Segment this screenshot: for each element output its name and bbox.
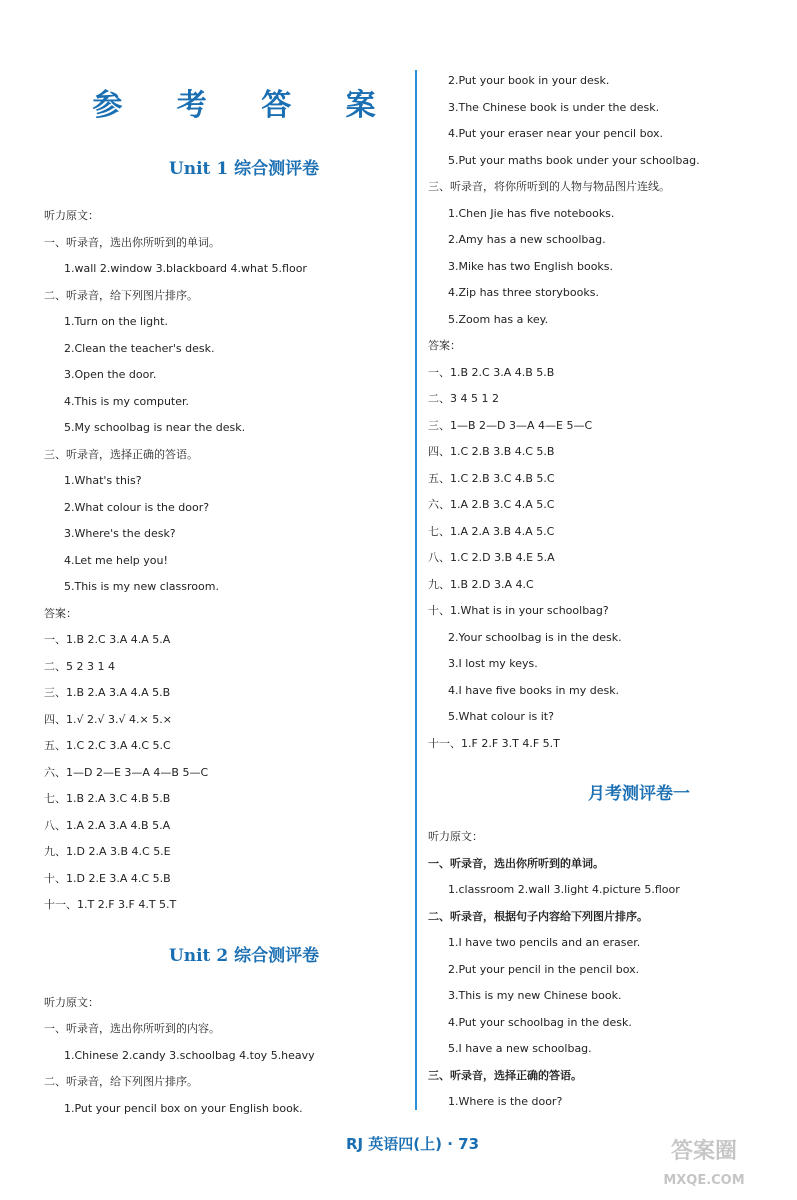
answer-line: 二、3 4 5 1 2 <box>428 392 499 405</box>
unit2-continued <box>428 68 768 757</box>
text-line: 1.Chen Jie has five notebooks. <box>448 206 615 220</box>
text-line: 4.Let me help you! <box>64 553 168 567</box>
answer-line: 二、5 2 3 1 4 <box>44 659 115 673</box>
text-line: 三、听录音，将你所听到的人物与物品图片连线。 <box>428 180 670 193</box>
text-line: 2.Put your pencil in the pencil box. <box>448 962 640 976</box>
text-line: 三、听录音，选择正确的答语。 <box>428 1068 582 1082</box>
unit1-title: Unit 1 综合测评卷 <box>168 159 320 179</box>
text-line: 4.Zip has three storybooks. <box>448 286 599 299</box>
text-line: 4.Put your eraser near your pencil box. <box>448 127 663 140</box>
text-line: 2.Clean the teacher's desk. <box>64 341 215 355</box>
watermark-logo <box>629 1128 779 1192</box>
text-line: 5.Zoom has a key. <box>448 312 549 326</box>
text-line: 一、听录音，选出你所听到的内容。 <box>44 1022 220 1035</box>
footer-text: RJ 英语四(上) · 73 <box>345 1135 480 1153</box>
answer-line: 八、1.A 2.A 3.A 4.B 5.A <box>44 818 171 832</box>
answer-line: 一、1.B 2.C 3.A 4.B 5.B <box>428 365 555 379</box>
page-title: 参 考 答 案 <box>92 88 398 123</box>
answer-line: 三、1.B 2.A 3.A 4.A 5.B <box>44 686 171 699</box>
text-line: 2.Amy has a new schoolbag. <box>448 233 606 246</box>
column-divider <box>415 70 417 1110</box>
answer-line: 十一、1.F 2.F 3.T 4.F 5.T <box>428 736 560 750</box>
watermark-url: MXQE.COM <box>663 1173 745 1188</box>
text-line: 2.Put your book in your desk. <box>448 74 610 87</box>
text-line: 1.wall 2.window 3.blackboard 4.what 5.floor <box>64 262 307 275</box>
text-line: 5.Put your maths book under your schoolbag. <box>448 153 700 167</box>
text-line: 2.What colour is the door? <box>64 500 210 514</box>
answer-line: 五、1.C 2.B 3.C 4.B 5.C <box>428 471 555 485</box>
monthly-test-title: 月考测评卷一 <box>588 784 690 804</box>
text-line: 一、听录音，选出你所听到的单词。 <box>44 235 220 249</box>
text-line: 3.Mike has two English books. <box>448 259 614 273</box>
text-line: 二、听录音，给下列图片排序。 <box>44 288 198 302</box>
answer-line: 5.What colour is it? <box>448 710 554 723</box>
text-line: 1.Turn on the light. <box>64 315 168 328</box>
text-line: 3.The Chinese book is under the desk. <box>448 100 660 114</box>
answer-line: 九、1.B 2.D 3.A 4.C <box>428 577 534 591</box>
text-line: 3.Open the door. <box>64 368 157 381</box>
answer-line: 一、1.B 2.C 3.A 4.A 5.A <box>44 633 171 646</box>
text-line: 4.Put your schoolbag in the desk. <box>448 1015 632 1029</box>
answer-line: 六、1—D 2—E 3—A 4—B 5—C <box>44 765 209 779</box>
answer-line: 六、1.A 2.B 3.C 4.A 5.C <box>428 498 555 511</box>
answer-line: 八、1.C 2.D 3.B 4.E 5.A <box>428 551 555 564</box>
answer-line: 十、1.What is in your schoolbag? <box>428 604 609 617</box>
text-line: 5.I have a new schoolbag. <box>448 1042 592 1055</box>
answer-line: 3.I lost my keys. <box>448 657 538 670</box>
unit1-content <box>44 203 404 919</box>
text-line: 1.What's this? <box>64 474 142 487</box>
answer-line: 四、1.√ 2.√ 3.√ 4.× 5.× <box>44 712 172 726</box>
answer-line: 十、1.D 2.E 3.A 4.C 5.B <box>44 871 171 885</box>
text-line: 听力原文： <box>428 830 483 843</box>
text-line: 1.Chinese 2.candy 3.schoolbag 4.toy 5.heavy <box>64 1048 315 1062</box>
text-line: 1.classroom 2.wall 3.light 4.picture 5.floor <box>448 883 680 896</box>
text-line: 听力原文： <box>44 995 99 1009</box>
answer-line: 七、1.B 2.A 3.C 4.B 5.B <box>44 792 171 805</box>
answer-line: 三、1—B 2—D 3—A 4—E 5—C <box>428 418 593 432</box>
unit2-title: Unit 2 综合测评卷 <box>168 945 320 966</box>
watermark-text: 答案圈 <box>670 1139 738 1164</box>
text-line: 二、听录音，给下列图片排序。 <box>44 1075 198 1088</box>
text-line: 一、听录音，选出你所听到的单词。 <box>428 856 604 870</box>
text-line: 二、听录音，根据句子内容给下列图片排序。 <box>428 909 648 923</box>
text-line: 3.This is my new Chinese book. <box>448 989 622 1002</box>
right-column <box>428 68 768 1116</box>
text-line: 4.This is my computer. <box>64 394 190 408</box>
text-line: 5.My schoolbag is near the desk. <box>64 421 246 434</box>
text-line: 三、听录音，选择正确的答语。 <box>44 447 198 461</box>
answer-line: 4.I have five books in my desk. <box>448 683 620 697</box>
answer-line: 七、1.A 2.A 3.B 4.A 5.C <box>428 524 555 538</box>
text-line: 1.Put your pencil box on your English book. <box>64 1101 303 1115</box>
text-line: 答案： <box>428 339 461 352</box>
answer-line: 四、1.C 2.B 3.B 4.C 5.B <box>428 445 555 458</box>
text-line: 答案： <box>44 606 77 620</box>
text-line: 1.I have two pencils and an eraser. <box>448 936 641 949</box>
answer-line: 十一、1.T 2.F 3.F 4.T 5.T <box>44 898 177 911</box>
answer-line: 九、1.D 2.A 3.B 4.C 5.E <box>44 845 171 858</box>
left-column <box>44 80 404 1122</box>
text-line: 5.This is my new classroom. <box>64 580 219 593</box>
text-line: 听力原文： <box>44 209 99 222</box>
answer-line: 2.Your schoolbag is in the desk. <box>448 630 622 644</box>
text-line: 1.Where is the door? <box>448 1095 563 1108</box>
monthly-test-content <box>428 824 768 1116</box>
unit2-content <box>44 990 404 1123</box>
text-line: 3.Where's the desk? <box>64 527 176 540</box>
answer-line: 五、1.C 2.C 3.A 4.C 5.C <box>44 739 171 752</box>
